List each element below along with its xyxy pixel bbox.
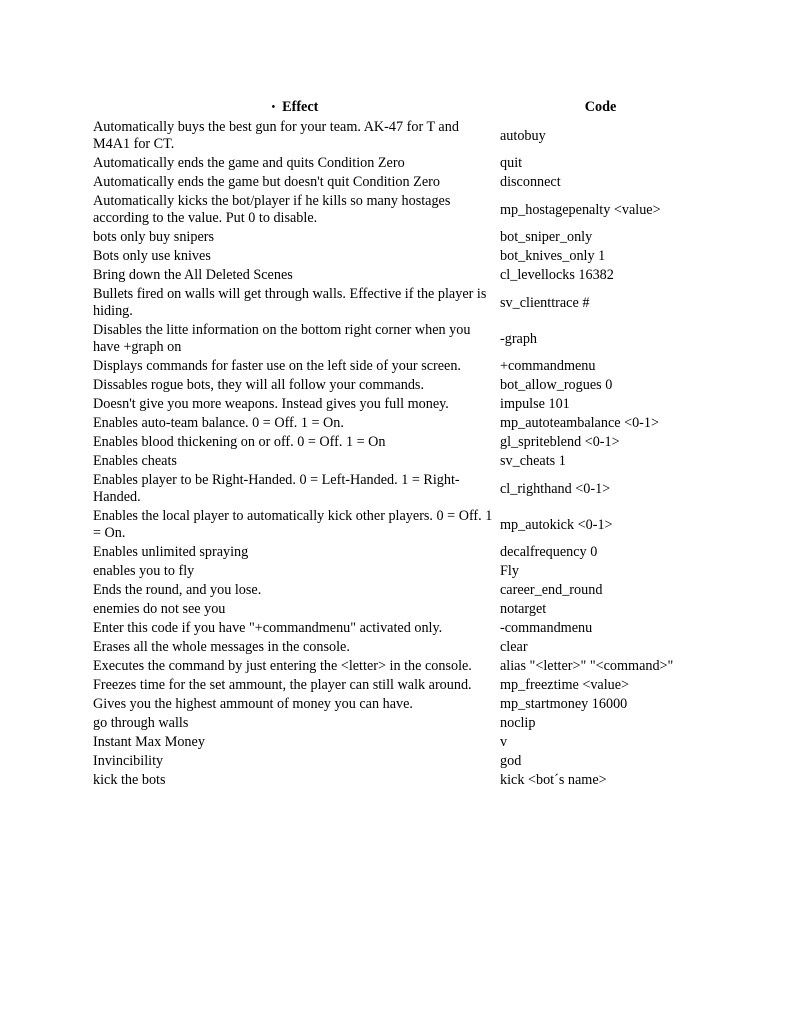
effect-cell: Enables the local player to automatically kick other players. 0 = Off. 1 = On.	[93, 508, 493, 541]
code-cell: Fly	[500, 563, 519, 579]
effect-cell: Enables unlimited spraying	[93, 544, 249, 560]
table-row	[93, 620, 701, 637]
table-row	[93, 434, 701, 451]
effect-cell: bots only buy snipers	[93, 229, 214, 245]
effect-cell: Automatically ends the game and quits Condition Zero	[93, 155, 405, 171]
table-row	[93, 544, 701, 561]
effect-cell: Disables the litte information on the bottom right corner when you have +graph on	[93, 322, 471, 355]
code-cell: -graph	[500, 330, 538, 347]
table-row	[93, 193, 701, 227]
table-row	[93, 696, 701, 713]
effect-cell: Ends the round, and you lose.	[93, 582, 262, 598]
table-row	[93, 248, 701, 265]
table-row	[93, 563, 701, 580]
code-cell: career_end_round	[500, 582, 603, 598]
code-cell: mp_hostagepenalty <value>	[500, 201, 661, 218]
code-cell: cl_levellocks 16382	[500, 267, 614, 283]
code-cell: sv_clienttrace #	[500, 294, 590, 311]
code-cell: decalfrequency 0	[500, 544, 598, 560]
code-cell: sv_cheats 1	[500, 453, 566, 469]
effect-header-label: Effect	[282, 99, 319, 115]
effect-cell: Enter this code if you have "+commandmenu" activated only.	[93, 620, 443, 636]
effect-cell: Automatically ends the game but doesn't quit Condition Zero	[93, 174, 440, 190]
effect-cell: go through walls	[93, 715, 189, 731]
code-cell: bot_knives_only 1	[500, 248, 606, 264]
effect-cell: Invincibility	[93, 753, 164, 769]
table-row	[93, 639, 701, 656]
effect-cell: enemies do not see you	[93, 601, 226, 617]
code-cell: disconnect	[500, 174, 561, 190]
effect-cell: Bring down the All Deleted Scenes	[93, 267, 293, 283]
effect-cell: Freezes time for the set ammount, the player can still walk around.	[93, 677, 472, 693]
effect-cell: enables you to fly	[93, 563, 195, 579]
code-cell: cl_righthand <0-1>	[500, 480, 611, 497]
table-row	[93, 453, 701, 470]
code-cell: v	[500, 734, 508, 750]
effect-cell: Dissables rogue bots, they will all follow your commands.	[93, 377, 424, 393]
table-row	[93, 715, 701, 732]
effect-cell: Automatically kicks the bot/player if he kills so many hostages according to the value. Put 0 to disable.	[93, 193, 451, 226]
effect-cell: Enables player to be Right-Handed. 0 = Left-Handed. 1 = Right-Handed.	[93, 472, 460, 505]
table-row	[93, 415, 701, 432]
code-cell: gl_spriteblend <0-1>	[500, 434, 620, 450]
table-row	[93, 119, 701, 153]
table-row	[93, 582, 701, 599]
table-row	[93, 155, 701, 172]
table-body	[93, 119, 701, 789]
table-row	[93, 508, 701, 542]
code-column-header: Code	[584, 99, 617, 115]
code-cell: kick <bot´s name>	[500, 772, 607, 788]
table-row	[93, 286, 701, 320]
effect-cell: Automatically buys the best gun for your team. AK-47 for T and M4A1 for CT.	[93, 119, 459, 152]
code-cell: impulse 101	[500, 396, 570, 412]
table-row	[93, 601, 701, 618]
code-cell: mp_startmoney 16000	[500, 696, 628, 712]
table-row	[93, 377, 701, 394]
table-row	[93, 396, 701, 413]
table-row	[93, 753, 701, 770]
code-cell: bot_allow_rogues 0	[500, 377, 613, 393]
table-row	[93, 677, 701, 694]
code-cell: mp_freeztime <value>	[500, 677, 630, 693]
effect-cell: Bots only use knives	[93, 248, 211, 264]
code-cell: mp_autokick <0-1>	[500, 516, 613, 533]
effect-cell: Enables auto-team balance. 0 = Off. 1 = On.	[93, 415, 344, 431]
table-row	[93, 229, 701, 246]
bullet-icon: •	[271, 102, 276, 113]
code-cell: +commandmenu	[500, 358, 596, 374]
cheat-codes-document	[90, 96, 710, 791]
effect-cell: Doesn't give you more weapons. Instead gives you full money.	[93, 396, 449, 412]
table-row	[93, 267, 701, 284]
code-cell: clear	[500, 639, 528, 655]
code-cell: autobuy	[500, 127, 546, 144]
effect-column-header	[93, 98, 497, 117]
header-row	[93, 98, 701, 117]
table-row	[93, 174, 701, 191]
effect-cell: Enables blood thickening on or off. 0 = Off. 1 = On	[93, 434, 386, 450]
effect-cell: Gives you the highest ammount of money you can have.	[93, 696, 413, 712]
code-cell: alias "<letter>" "<command>"	[500, 658, 674, 674]
table-row	[93, 658, 701, 675]
effect-cell: Bullets fired on walls will get through walls. Effective if the player is hiding.	[93, 286, 487, 319]
code-cell: notarget	[500, 601, 547, 617]
table-row	[93, 322, 701, 356]
effect-cell: Executes the command by just entering the <letter> in the console.	[93, 658, 472, 674]
table-row	[93, 472, 701, 506]
code-cell: bot_sniper_only	[500, 229, 593, 245]
table-row	[93, 358, 701, 375]
code-cell: -commandmenu	[500, 620, 593, 636]
table-row	[93, 772, 701, 789]
code-cell: god	[500, 753, 522, 769]
effect-cell: Displays commands for faster use on the left side of your screen.	[93, 358, 461, 374]
cheat-codes-table	[90, 96, 704, 791]
effect-cell: Enables cheats	[93, 453, 177, 469]
table-row	[93, 734, 701, 751]
effect-cell: Erases all the whole messages in the console.	[93, 639, 350, 655]
code-cell: noclip	[500, 715, 536, 731]
code-cell: quit	[500, 155, 523, 171]
table-header	[93, 98, 701, 117]
effect-cell: Instant Max Money	[93, 734, 205, 750]
effect-cell: kick the bots	[93, 772, 166, 788]
code-cell: mp_autoteambalance <0-1>	[500, 415, 659, 431]
